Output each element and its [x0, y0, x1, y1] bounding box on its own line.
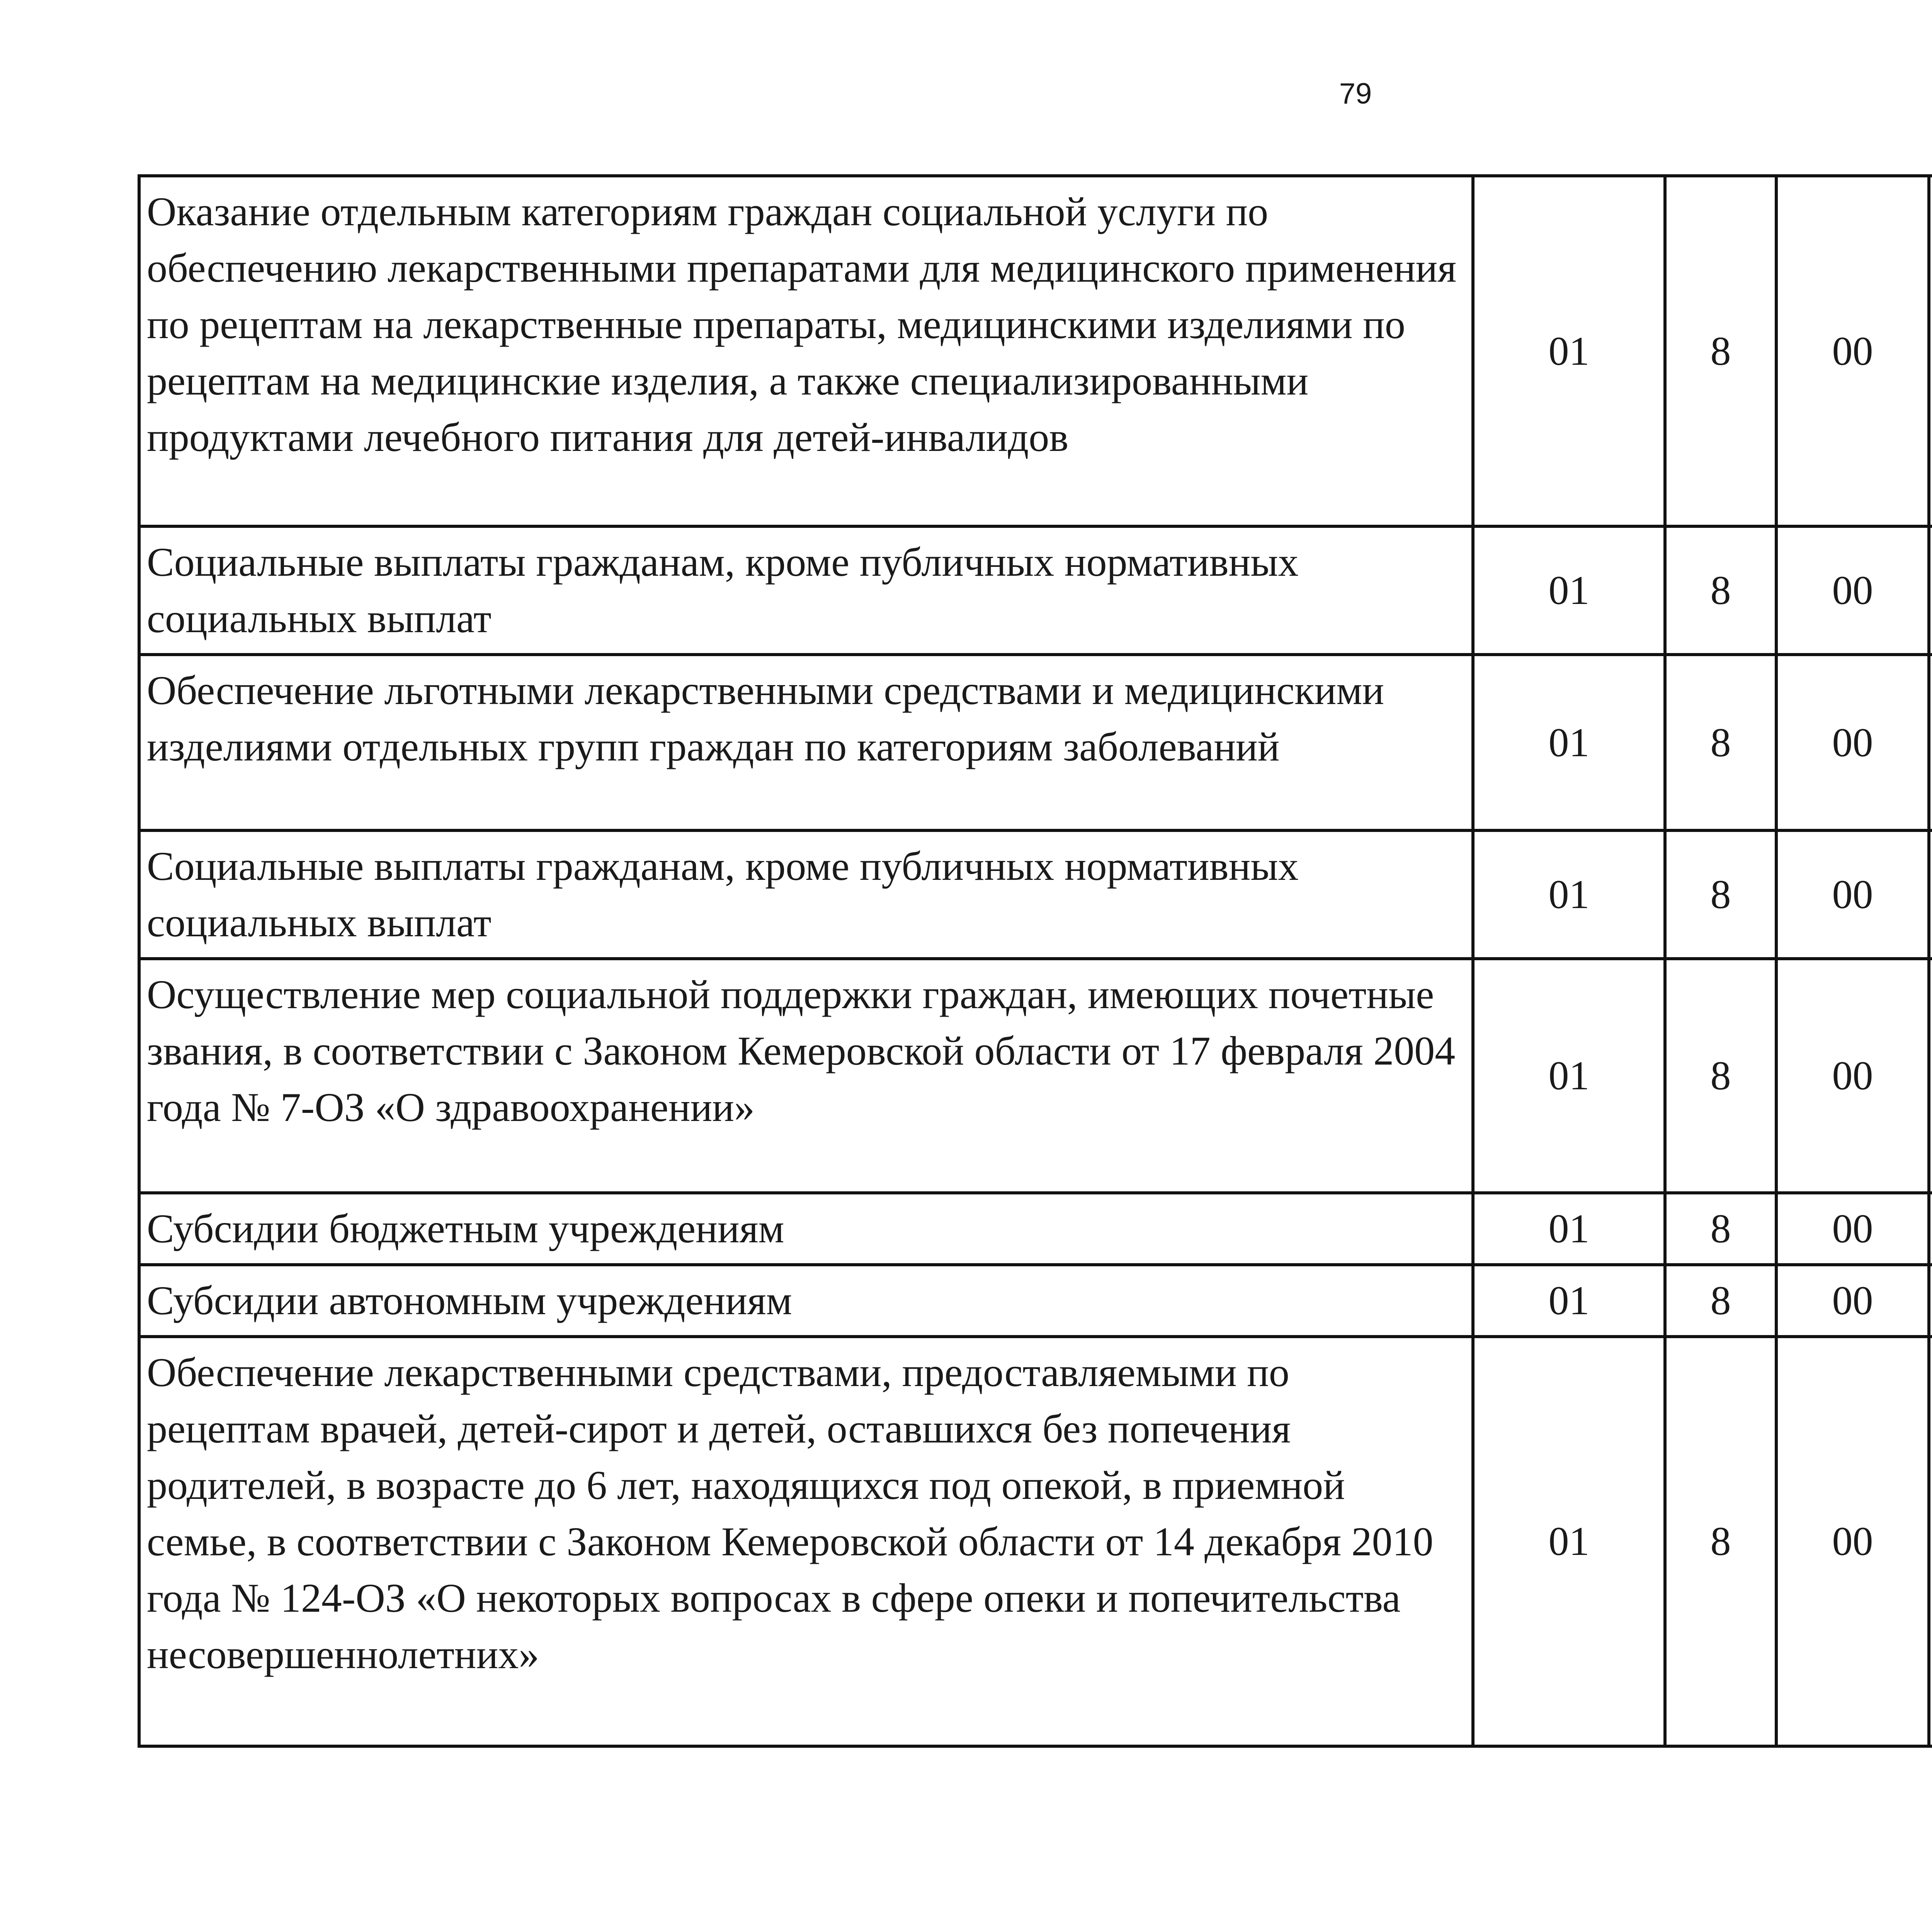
program-code: 01 [1473, 176, 1665, 526]
main-activity-code: 00 [1776, 1265, 1929, 1337]
direction-code [1929, 176, 1932, 526]
table-row [139, 176, 1932, 526]
row-name: Осуществление мер социальной поддержки граждан, имеющих почетные звания, в соответствии с Законом Кемеровской области от 17 февраля 2004 года № 7-ОЗ «О здравоохранении» [139, 959, 1473, 1193]
direction-code [1929, 830, 1932, 959]
direction-code [1929, 1193, 1932, 1265]
main-activity-code: 00 [1776, 526, 1929, 655]
program-code: 01 [1473, 655, 1665, 830]
table-row [139, 1193, 1932, 1265]
program-code: 01 [1473, 959, 1665, 1193]
direction-code [1929, 959, 1932, 1193]
page-number: 79 [1339, 77, 1372, 110]
program-code: 01 [1473, 1337, 1665, 1746]
main-activity-code: 00 [1776, 959, 1929, 1193]
direction-code [1929, 655, 1932, 830]
budget-table [138, 174, 1932, 1748]
subprogram-code: 8 [1665, 176, 1776, 526]
row-name: Субсидии бюджетным учреждениям [139, 1193, 1473, 1265]
table-row [139, 1265, 1932, 1337]
program-code: 01 [1473, 1193, 1665, 1265]
main-activity-code: 00 [1776, 1193, 1929, 1265]
table-row [139, 959, 1932, 1193]
subprogram-code: 8 [1665, 830, 1776, 959]
subprogram-code: 8 [1665, 1193, 1776, 1265]
direction-code [1929, 526, 1932, 655]
subprogram-code: 8 [1665, 655, 1776, 830]
program-code: 01 [1473, 1265, 1665, 1337]
subprogram-code: 8 [1665, 1337, 1776, 1746]
table-row [139, 655, 1932, 830]
program-code: 01 [1473, 526, 1665, 655]
row-name: Обеспечение льготными лекарственными средствами и медицинскими изделиями отдельных групп граждан по категориям заболеваний [139, 655, 1473, 830]
table-row [139, 830, 1932, 959]
main-activity-code: 00 [1776, 1337, 1929, 1746]
main-activity-code: 00 [1776, 655, 1929, 830]
row-name: Социальные выплаты гражданам, кроме публичных нормативных социальных выплат [139, 830, 1473, 959]
subprogram-code: 8 [1665, 959, 1776, 1193]
row-name: Субсидии автономным учреждениям [139, 1265, 1473, 1337]
row-name: Социальные выплаты гражданам, кроме публичных нормативных социальных выплат [139, 526, 1473, 655]
main-activity-code: 00 [1776, 830, 1929, 959]
row-name: Обеспечение лекарственными средствами, предоставляемыми по рецептам врачей, детей-сирот и детей, оставшихся без попечения родителей, в возрасте до 6 лет, находящихся под опекой, в приемной семье, в соответствии с Законом Кемеровской области от 14 декабря 2010 года № 124-ОЗ «О некоторых вопросах в сфере опеки и попечительства несовершеннолетних» [139, 1337, 1473, 1746]
program-code: 01 [1473, 830, 1665, 959]
main-activity-code: 00 [1776, 176, 1929, 526]
direction-code [1929, 1265, 1932, 1337]
direction-code [1929, 1337, 1932, 1746]
subprogram-code: 8 [1665, 1265, 1776, 1337]
table-row [139, 1337, 1932, 1746]
subprogram-code: 8 [1665, 526, 1776, 655]
row-name: Оказание отдельным категориям граждан социальной услуги по обеспечению лекарственными препаратами для медицинского применения по рецептам на лекарственные препараты, медицинскими изделиями по рецептам на медицинские изделия, а также специализированными продуктами лечебного питания для детей-инвалидов [139, 176, 1473, 526]
table-row [139, 526, 1932, 655]
